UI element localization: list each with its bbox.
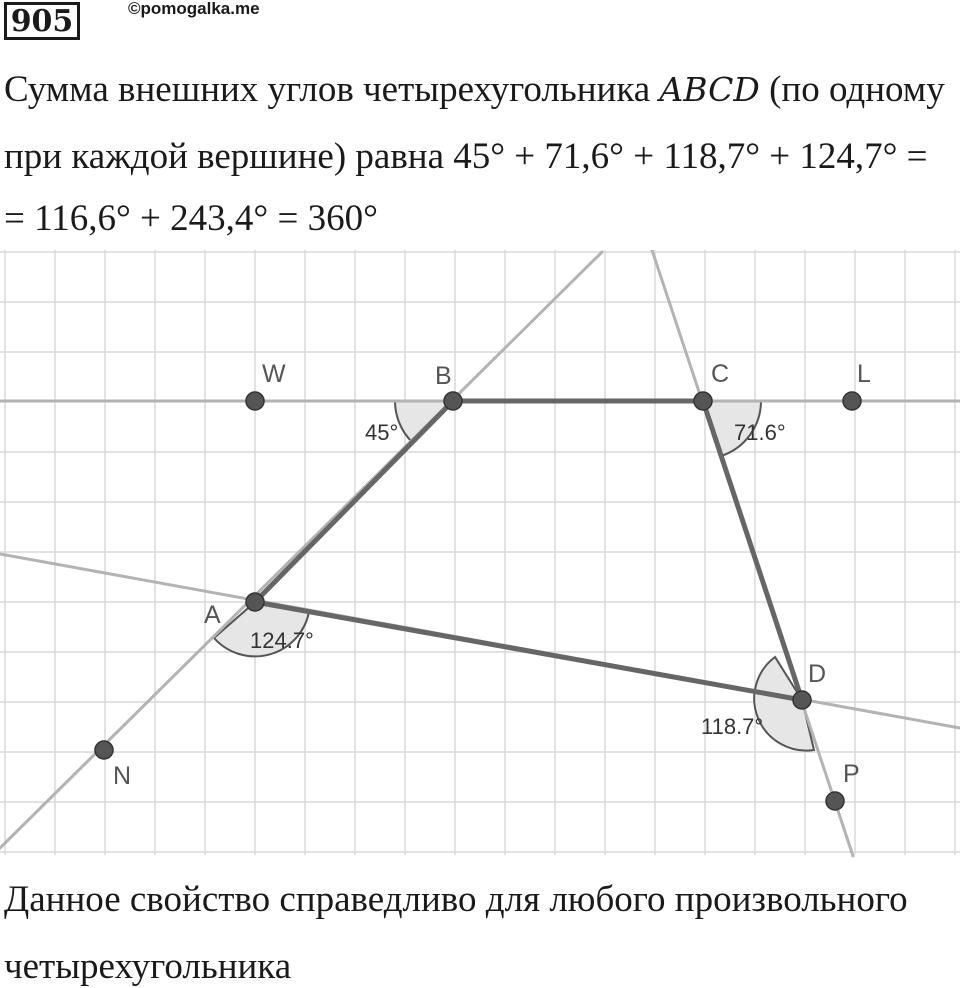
geometry-figure (0, 250, 960, 860)
angle-label-d: 118.7° (701, 714, 764, 739)
label-w: W (262, 360, 286, 388)
label-p: P (843, 760, 860, 788)
conclusion-line-2: четырехугольника (4, 946, 292, 987)
grid (0, 250, 960, 855)
text-line-3: = 116,6° + 243,4° = 360° (4, 198, 378, 239)
point-d (793, 691, 811, 709)
angle-label-a: 124.7° (250, 628, 314, 653)
label-a: A (204, 601, 221, 629)
quadrilateral-edges (255, 401, 802, 700)
point-b (444, 392, 462, 410)
label-d: D (808, 660, 827, 688)
angle-label-b: 45° (365, 420, 399, 445)
point-p (826, 792, 844, 810)
label-n: N (113, 762, 132, 790)
line-ab-extended (0, 252, 602, 848)
problem-number: 905 (4, 2, 80, 40)
point-n (95, 741, 113, 759)
point-l (843, 392, 861, 410)
edge-da (255, 602, 802, 700)
watermark: ©pomogalka.me (128, 0, 260, 18)
edge-cd (703, 401, 802, 700)
label-c: C (711, 360, 730, 388)
point-w (246, 392, 264, 410)
label-l: L (857, 360, 871, 388)
angle-sectors (214, 401, 814, 751)
quadrilateral-name: ABCD (659, 70, 760, 109)
label-b: B (435, 362, 452, 390)
text-line-1 (4, 68, 945, 111)
thin-lines (0, 250, 960, 856)
conclusion-line-1: Данное свойство справедливо для любого произвольного (4, 879, 908, 920)
text-line-1-end: (по одному (759, 69, 945, 110)
point-c (694, 392, 712, 410)
text-line-2: при каждой вершине) равна 45° + 71,6° + 118,7° + 124,7° = (4, 136, 928, 177)
text-line-1-start: Сумма внешних углов четырехугольника (4, 69, 660, 110)
point-a (246, 593, 264, 611)
angle-label-c: 71.6° (734, 420, 786, 445)
